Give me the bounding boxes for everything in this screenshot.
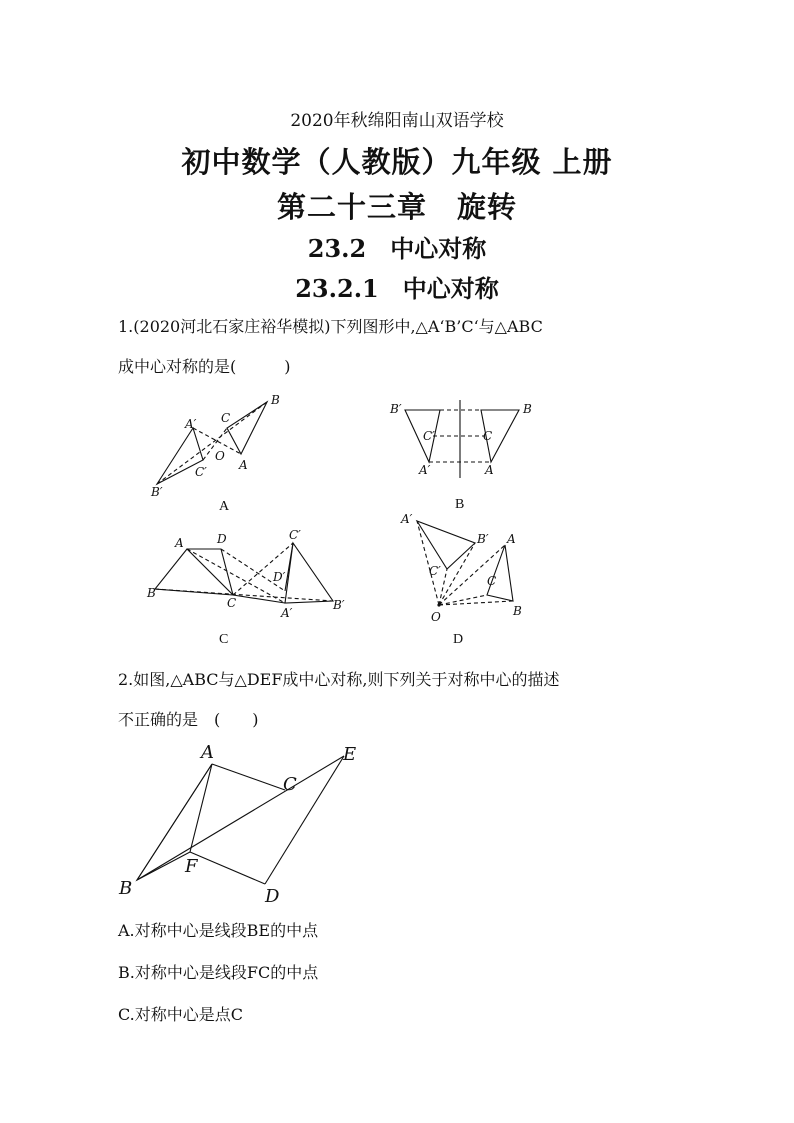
fig-c-label-d: D: [217, 532, 227, 546]
fig-a-label-c: C: [221, 411, 231, 425]
fig-c-label-dprime: D′: [273, 570, 286, 584]
question-2-line-1: 2.如图,△ABC与△DEF成中心对称,则下列关于对称中心的描述: [118, 670, 560, 689]
fig-a-caption: A: [219, 499, 230, 514]
fig-b-label-bprime: B′: [390, 402, 402, 416]
q2-label-c: C: [283, 774, 297, 795]
fig-b-label-c: C: [483, 429, 493, 443]
option-a: A.对称中心是线段BE的中点: [118, 921, 319, 940]
fig-a-label-a: A: [239, 458, 248, 472]
question-1-line-2: 成中心对称的是( ): [118, 357, 291, 376]
fig-c-label-c: C: [227, 596, 237, 610]
fig-d-label-bprime: B′: [477, 532, 489, 546]
fig-c-caption: C: [219, 632, 229, 647]
fig-b-label-a: A: [485, 463, 494, 477]
fig-c-label-bprime: B′: [333, 598, 345, 612]
subsection-title: 23.2.1 中心对称: [295, 274, 499, 303]
fig-a-label-b: B: [271, 393, 280, 407]
fig-a-label-aprime: A′: [185, 417, 197, 431]
figure-c: [145, 525, 365, 650]
section-title: 23.2 中心对称: [307, 234, 487, 263]
figure-a: [145, 390, 305, 520]
q2-label-d: D: [265, 886, 280, 907]
chapter-title: 第二十三章 旋转: [276, 190, 517, 224]
question-1-line-1: 1.(2020河北石家庄裕华模拟)下列图形中,△A‘B’C‘与△ABC: [118, 317, 543, 336]
fig-d-label-c: C: [487, 574, 497, 588]
option-b: B.对称中心是线段FC的中点: [118, 963, 319, 982]
fig-a-label-bprime: B′: [151, 485, 163, 499]
fig-c-label-cprime: C′: [289, 528, 301, 542]
school-name: 2020年秋绵阳南山双语学校: [290, 111, 504, 131]
segment-ac: [212, 764, 285, 790]
triangle-d: [487, 545, 513, 601]
fig-d-label-b: B: [513, 604, 522, 618]
figure-q2: [115, 738, 375, 908]
fig-a-label-cprime: C′: [195, 465, 207, 479]
fig-c-label-b: B: [147, 586, 156, 600]
figure-d: [395, 505, 545, 650]
fig-b-label-aprime: A′: [419, 463, 431, 477]
fig-a-label-o: O: [215, 449, 225, 463]
triangle-c-abc: [155, 549, 233, 595]
fig-d-label-a: A: [507, 532, 516, 546]
question-2-line-2: 不正确的是 ( ): [118, 710, 259, 729]
document-title: 初中数学（人教版）九年级 上册: [181, 145, 613, 179]
segment-ed: [265, 756, 344, 884]
fig-d-caption: D: [453, 632, 464, 647]
segment-fd: [190, 852, 265, 884]
fig-b-label-b: B: [523, 402, 532, 416]
triangle-d-prime: [417, 521, 475, 569]
fig-d-label-aprime: A′: [401, 512, 413, 526]
q2-label-a: A: [201, 742, 214, 763]
figure-b: [385, 392, 545, 522]
q2-label-b: B: [119, 878, 133, 899]
q2-label-e: E: [343, 744, 357, 765]
fig-d-label-o: O: [431, 610, 441, 624]
fig-b-caption: B: [455, 497, 465, 512]
option-c: C.对称中心是点C: [118, 1005, 244, 1024]
fig-b-label-cprime: C′: [423, 429, 435, 443]
triangle-c-prime: [285, 543, 333, 603]
fig-d-label-cprime: C′: [429, 564, 441, 578]
q2-label-f: F: [185, 856, 198, 877]
fig-c-label-aprime: A′: [281, 606, 293, 620]
fig-c-label-a: A: [175, 536, 184, 550]
